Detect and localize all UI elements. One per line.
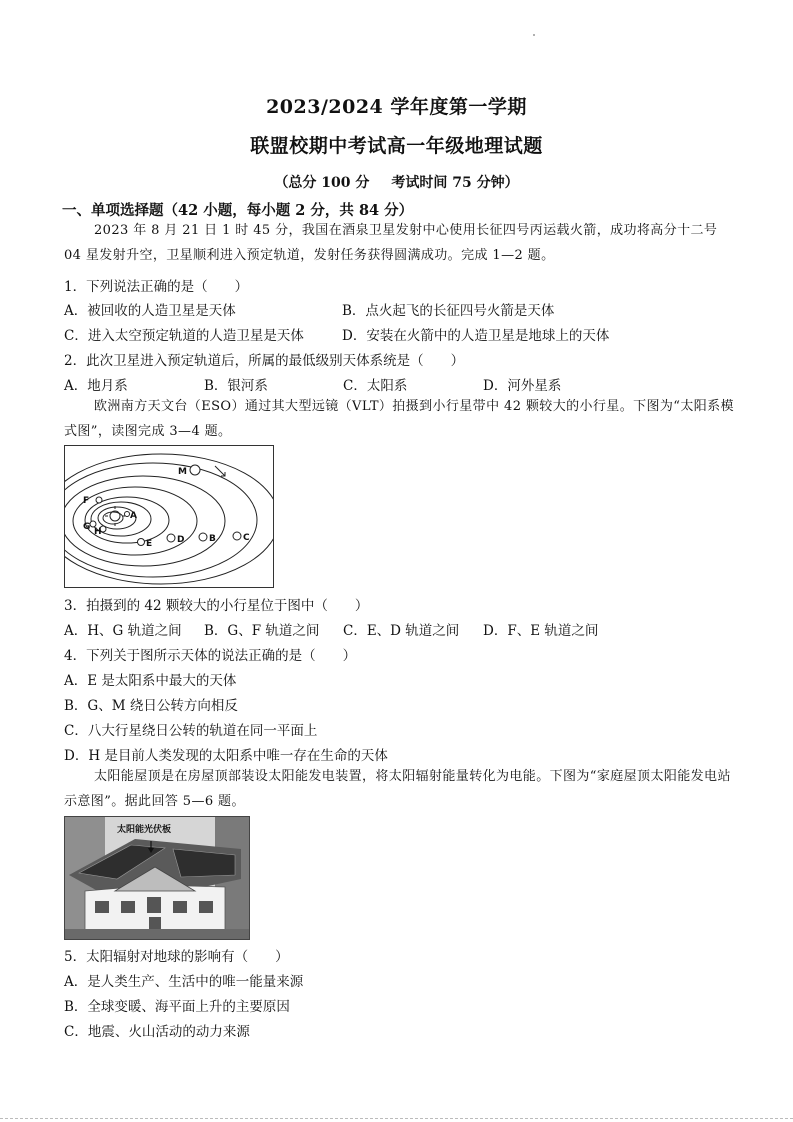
label-m: M bbox=[178, 467, 187, 477]
window bbox=[173, 901, 187, 913]
q3-option-c: C．E、D 轨道之间 bbox=[343, 623, 460, 639]
label-f: F bbox=[83, 496, 90, 506]
q5-option-a: A．是人类生产、生活中的唯一能量来源 bbox=[64, 974, 304, 990]
planet-e bbox=[138, 539, 145, 546]
window bbox=[95, 901, 109, 913]
exam-subtitle bbox=[0, 172, 793, 192]
solar-roof-figure bbox=[64, 816, 250, 940]
solar-system-diagram bbox=[65, 446, 273, 587]
window bbox=[121, 901, 135, 913]
question-4-stem: 4．下列关于图所示天体的说法正确的是（ ） bbox=[64, 648, 357, 664]
q4-option-a: A．E 是太阳系中最大的天体 bbox=[64, 673, 237, 689]
q3-option-d: D．F、E 轨道之间 bbox=[483, 623, 599, 639]
solar-panel-caption: 太阳能光伏板 bbox=[117, 825, 172, 835]
exam-title-line1: 2023/2024 学年度第一学期 bbox=[266, 96, 527, 118]
q3-option-b: B．G、F 轨道之间 bbox=[204, 623, 320, 639]
planet-f bbox=[96, 497, 102, 503]
q2-option-c: C．太阳系 bbox=[343, 378, 408, 394]
orbit-7 bbox=[65, 463, 257, 577]
q3-option-a: A．H、G 轨道之间 bbox=[64, 623, 182, 639]
q4-option-d: D．H 是目前人类发现的太阳系中唯一存在生命的天体 bbox=[64, 748, 388, 764]
passage-2: 欧洲南方天文台（ESO）通过其大型远镜（VLT）拍摄到小行星带中 42 颗较大的小行星。下图为“太阳系模式图”，读图完成 3—4 题。 bbox=[64, 399, 734, 439]
section-heading: 一、单项选择题（42 小题，每小题 2 分，共 84 分） bbox=[62, 202, 414, 219]
q1-option-c: C．进入太空预定轨道的人造卫星是天体 bbox=[64, 328, 304, 344]
planet-d bbox=[167, 534, 175, 542]
window bbox=[199, 901, 213, 913]
question-1-stem: 1．下列说法正确的是（ ） bbox=[64, 279, 249, 295]
label-e: E bbox=[146, 539, 153, 549]
scan-speck bbox=[533, 34, 535, 36]
label-d: D bbox=[177, 535, 185, 545]
label-g: G bbox=[83, 522, 91, 532]
exam-title-line2: 联盟校期中考试高一年级地理试题 bbox=[250, 135, 543, 157]
planet-c bbox=[233, 532, 241, 540]
q4-option-b: B．G、M 绕日公转方向相反 bbox=[64, 698, 238, 714]
solar-system-figure bbox=[64, 445, 274, 588]
q2-option-d: D．河外星系 bbox=[483, 378, 562, 394]
planet-m bbox=[190, 465, 200, 475]
planet-a bbox=[125, 512, 130, 517]
q2-option-a: A．地月系 bbox=[64, 378, 128, 394]
label-c: C bbox=[243, 533, 250, 543]
page-bottom-edge bbox=[0, 1118, 793, 1119]
label-h: H bbox=[94, 527, 102, 537]
exam-time: 考试时间 75 分钟） bbox=[391, 175, 519, 191]
passage-3: 太阳能屋顶是在房屋顶部装设太阳能发电装置，将太阳辐射能量转化为电能。下图为“家庭屋顶太阳能发电站示意图”。据此回答 5—6 题。 bbox=[64, 769, 731, 809]
ground bbox=[65, 929, 249, 939]
window bbox=[147, 897, 161, 913]
passage-1: 2023 年 8 月 21 日 1 时 45 分，我国在酒泉卫星发射中心使用长征四号丙运载火箭，成功将高分十二号 04 星发射升空，卫星顺利进入预定轨道，发射任务获得圆满成功。完成 1—2 题。 bbox=[64, 223, 718, 263]
label-b: B bbox=[209, 534, 216, 544]
q1-option-a: A．被回收的人造卫星是天体 bbox=[64, 303, 236, 319]
question-5-stem: 5．太阳辐射对地球的影响有（ ） bbox=[64, 949, 289, 965]
q1-option-b: B．点火起飞的长征四号火箭是天体 bbox=[342, 303, 555, 319]
q5-option-c: C．地震、火山活动的动力来源 bbox=[64, 1024, 250, 1040]
solar-roof-photo bbox=[65, 817, 249, 939]
planet-b bbox=[199, 533, 207, 541]
orbit-6 bbox=[65, 476, 225, 566]
q1-option-d: D．安装在火箭中的人造卫星是地球上的天体 bbox=[342, 328, 610, 344]
question-2-stem: 2．此次卫星进入预定轨道后，所属的最低级别天体系统是（ ） bbox=[64, 353, 465, 369]
q5-option-b: B．全球变暖、海平面上升的主要原因 bbox=[64, 999, 290, 1015]
total-score: （总分 100 分 bbox=[274, 175, 370, 191]
label-a: A bbox=[130, 511, 137, 521]
question-3-stem: 3．拍摄到的 42 颗较大的小行星位于图中（ ） bbox=[64, 598, 369, 614]
q4-option-c: C．八大行星绕日公转的轨道在同一平面上 bbox=[64, 723, 318, 739]
q2-option-b: B．银河系 bbox=[204, 378, 268, 394]
